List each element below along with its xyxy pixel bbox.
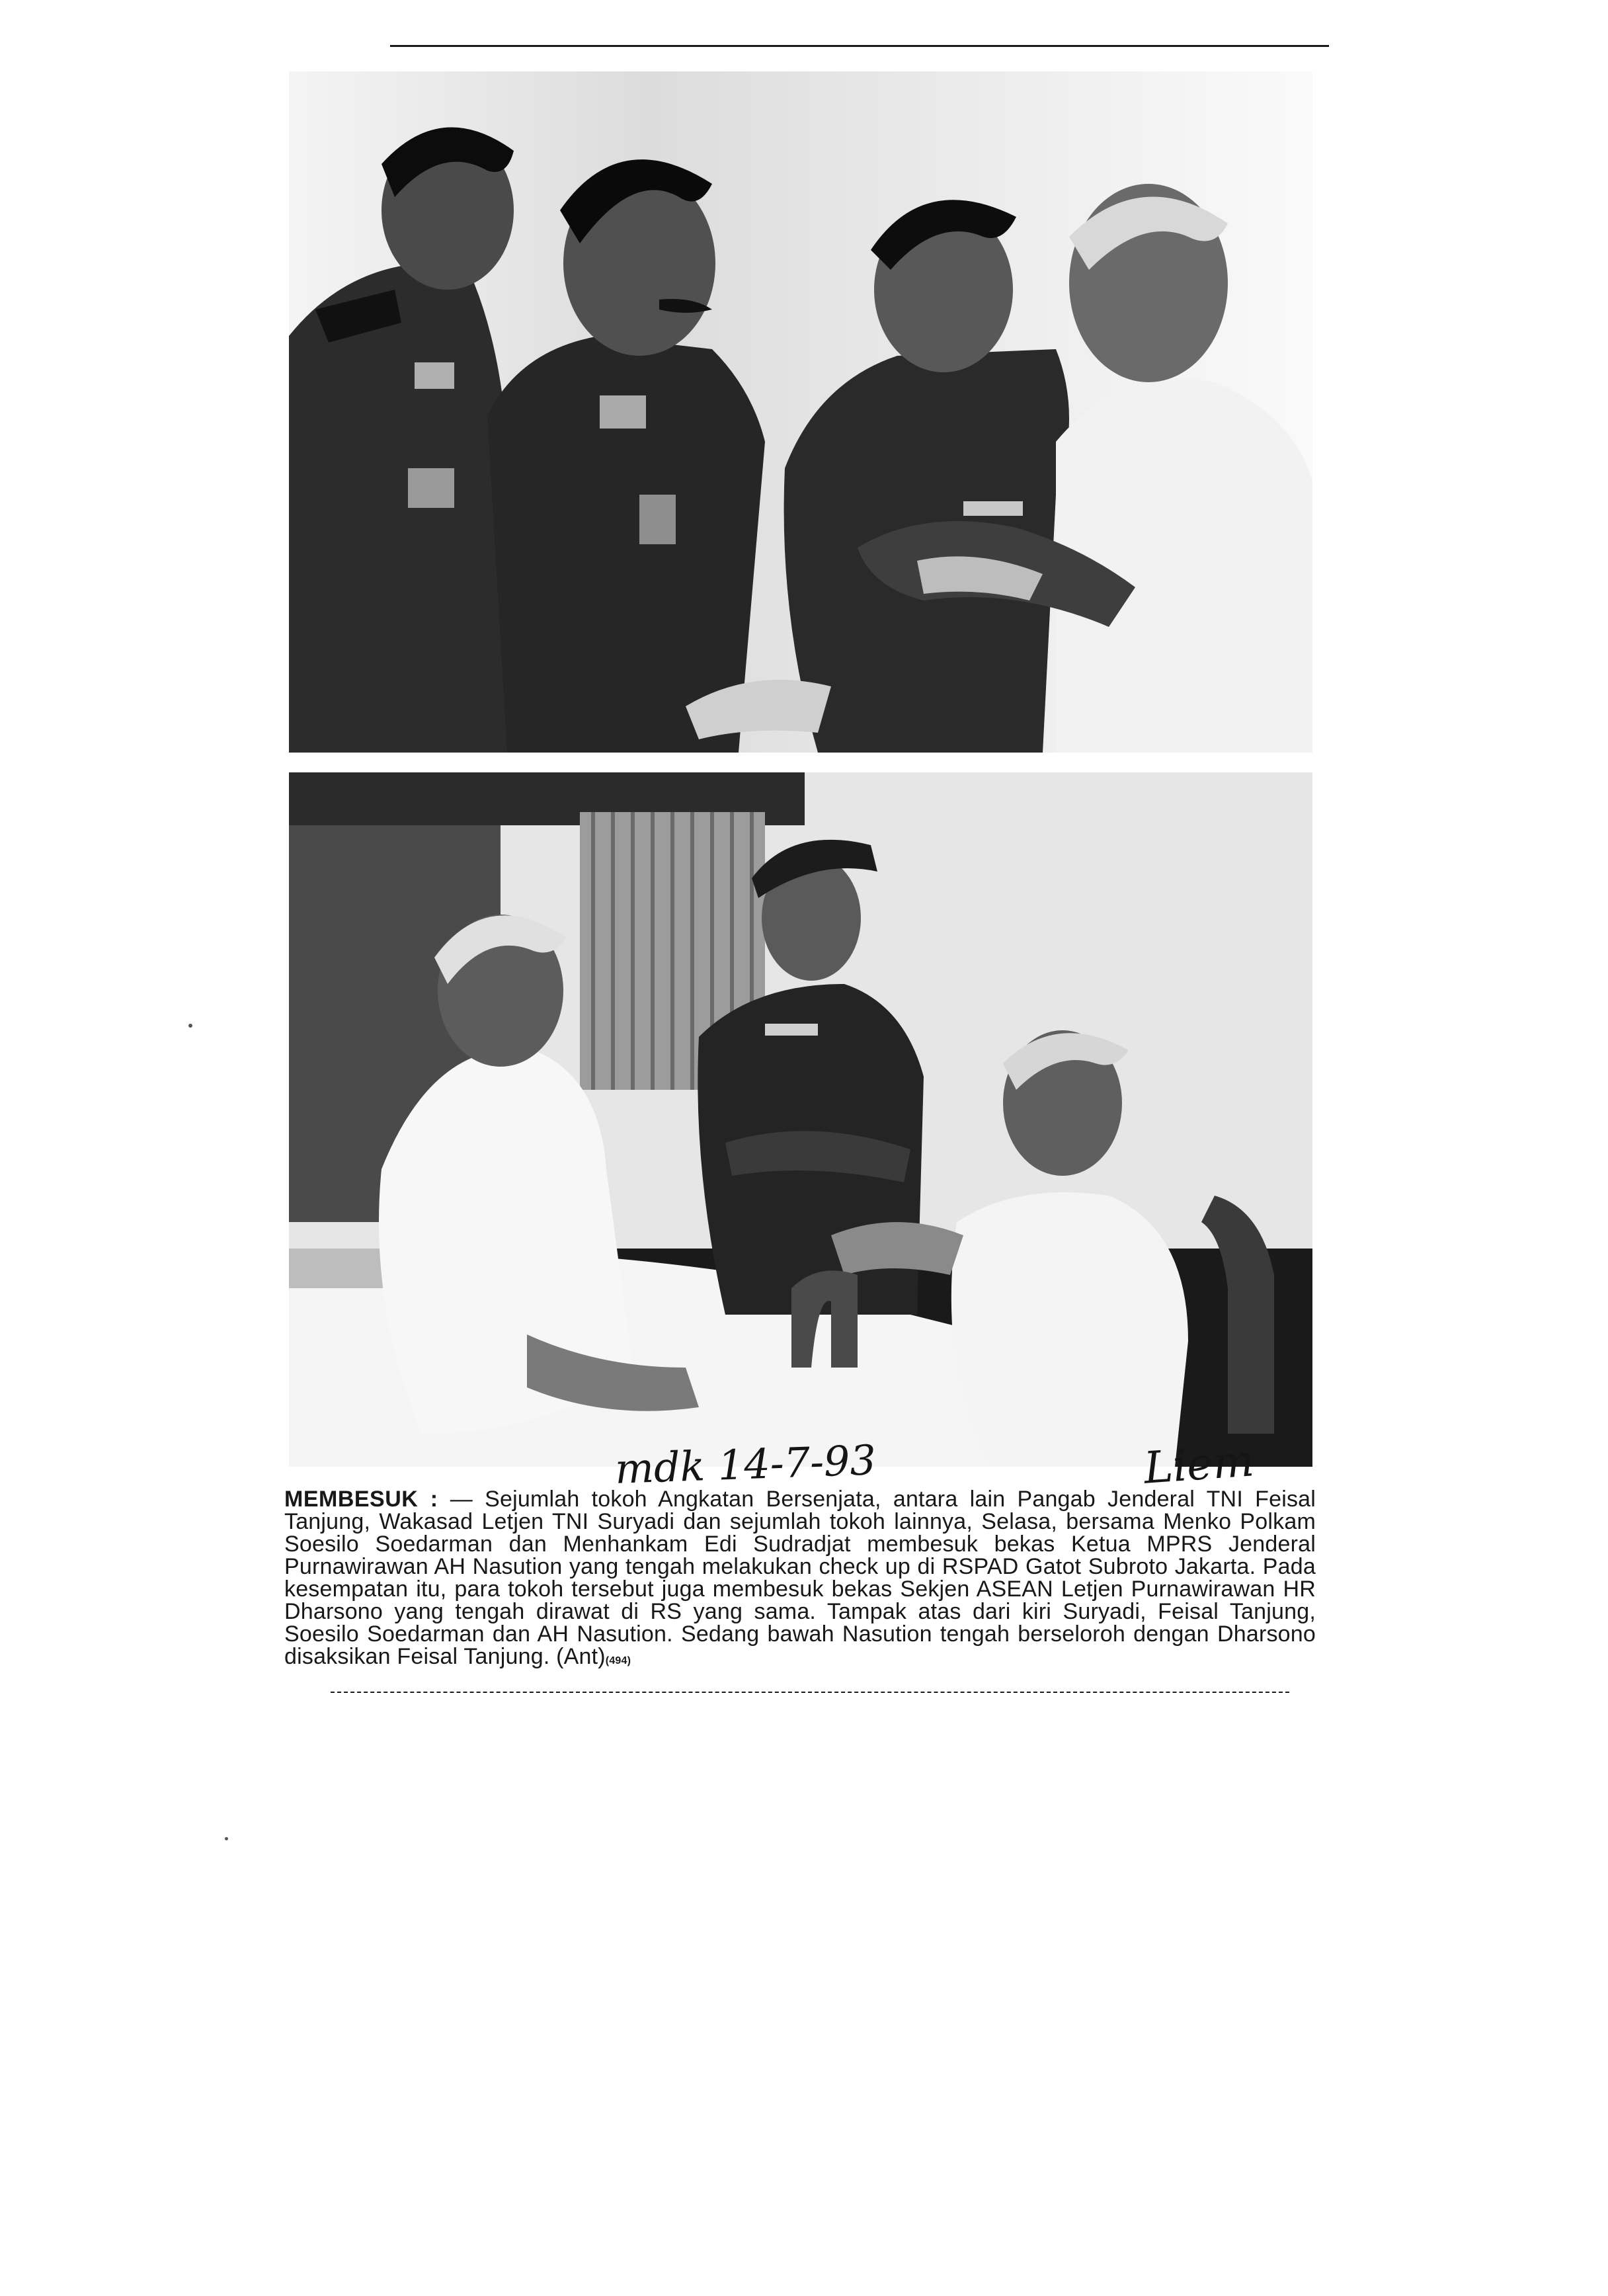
top-photo-image <box>289 71 1312 753</box>
caption-lead: MEMBESUK : <box>284 1487 438 1512</box>
bottom-photo-image <box>289 772 1312 1467</box>
handwritten-initials: Liem <box>1142 1435 1256 1494</box>
photo-caption <box>284 1488 1316 1672</box>
scan-speck <box>225 1837 228 1840</box>
caption-text: — Sejumlah tokoh Angkatan Bersenjata, antara lain Pangab Jenderal TNI Feisal Tanjung, Wakasad Letjen TNI Suryadi dan sejumlah tokoh lainnya, Selasa, bersama Menko Polkam Soesilo Soedarman dan Menhankam Edi Sudradjat membesuk bekas Ketua MPRS Jenderal Purnawirawan AH Nasution yang tengah melakukan check up di RSPAD Gatot Subroto Jakarta. Pada kesempatan itu, para tokoh tersebut juga membesuk bekas Sekjen ASEAN Letjen Purnawirawan HR Dharsono yang tengah dirawat di RS yang sama. Tampak atas dari kiri Suryadi, Feisal Tanjung, Soesilo Soedarman dan AH Nasution. Sedang bawah Nasution tengah berseloroh dengan Dharsono disaksikan Feisal Tanjung. (Ant) <box>284 1487 1316 1669</box>
caption-code: (494) <box>605 1655 631 1666</box>
scan-speck <box>188 1024 192 1028</box>
top-rule <box>390 45 1329 47</box>
bottom-rule <box>331 1692 1289 1693</box>
bottom-photo <box>289 772 1312 1467</box>
handwritten-date: mdk 14-7-93 <box>614 1436 877 1493</box>
top-photo <box>289 71 1312 753</box>
